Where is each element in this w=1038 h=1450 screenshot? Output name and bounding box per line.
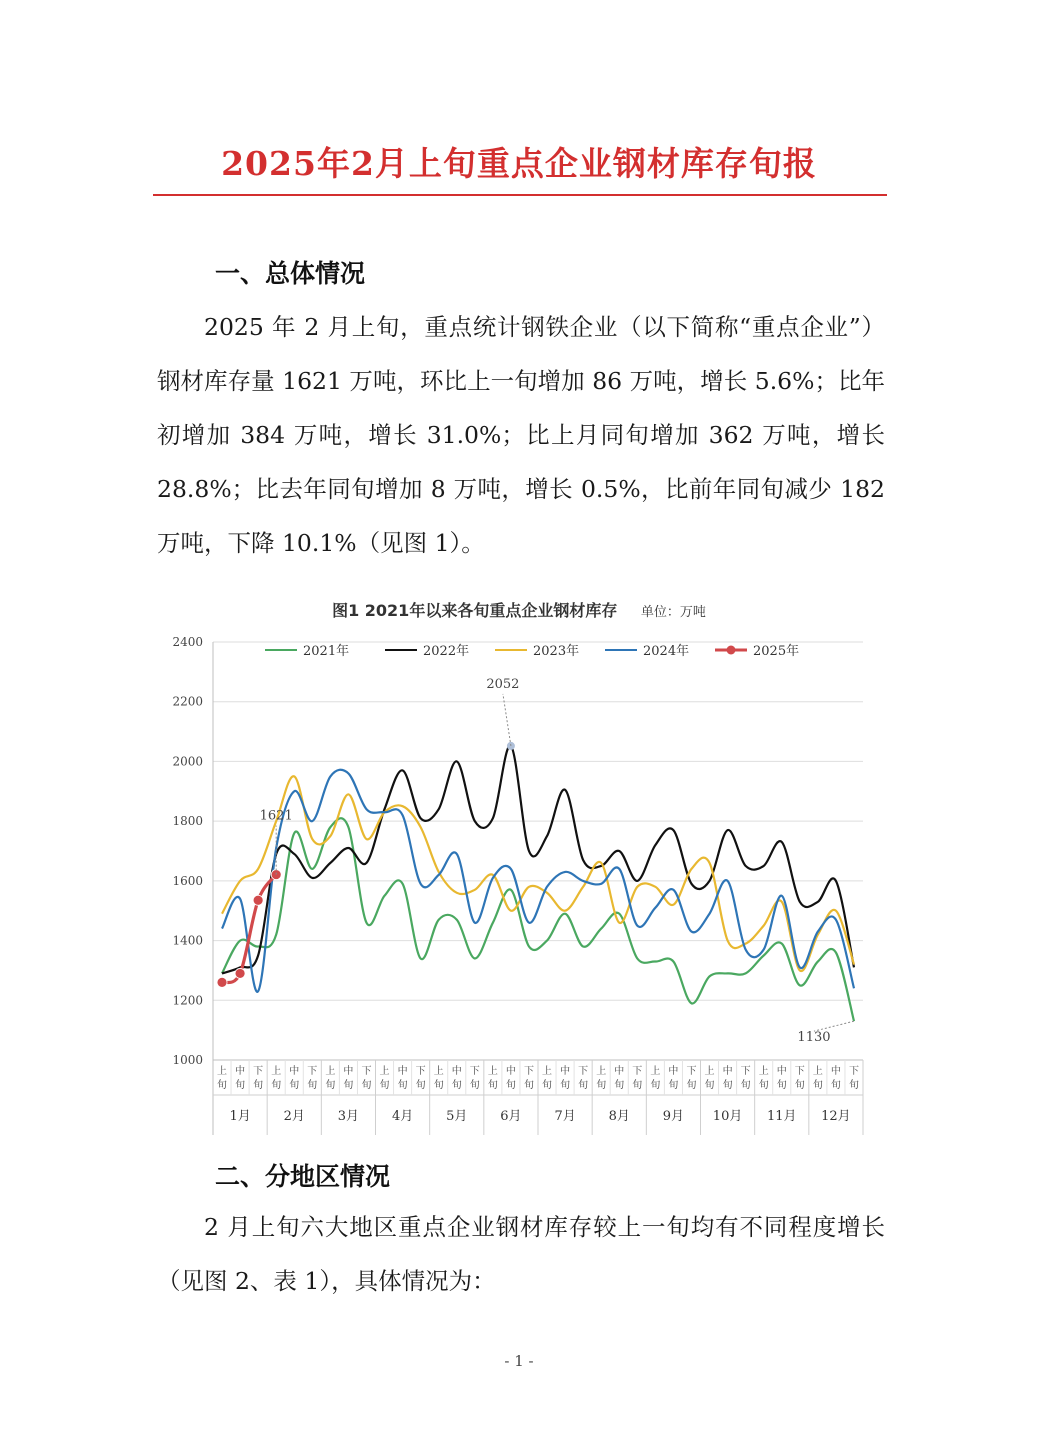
x-tick-label-top: 下: [578, 1066, 589, 1077]
x-tick-label-bottom: 旬: [469, 1080, 480, 1091]
series-layer: [217, 746, 854, 1022]
annotation-layer: [260, 677, 854, 1045]
y-tick-label: 1400: [172, 933, 203, 948]
x-tick-label-top: 上: [487, 1066, 498, 1077]
month-label: 6月: [500, 1109, 522, 1124]
x-tick-label-bottom: 旬: [830, 1080, 841, 1091]
x-tick-label-bottom: 旬: [686, 1080, 697, 1091]
x-tick-label-top: 上: [379, 1066, 390, 1077]
x-tick-label-bottom: 旬: [325, 1080, 336, 1091]
month-label: 12月: [821, 1109, 851, 1124]
x-tick-label-bottom: 旬: [812, 1080, 823, 1091]
x-tick-label-top: 中: [614, 1066, 625, 1077]
x-tick-label-bottom: 旬: [596, 1080, 607, 1091]
x-tick-label-bottom: 旬: [523, 1080, 534, 1091]
x-tick-label-bottom: 旬: [542, 1080, 553, 1091]
x-tick-label-bottom: 旬: [650, 1080, 661, 1091]
y-tick-label: 1600: [172, 873, 203, 888]
y-tick-label: 2400: [172, 635, 203, 649]
x-tick-label-bottom: 旬: [614, 1080, 625, 1091]
y-tick-label: 1000: [172, 1053, 203, 1067]
month-label: 5月: [446, 1109, 468, 1124]
legend-label: 2023年: [533, 644, 580, 659]
x-tick-label-bottom: 旬: [253, 1080, 264, 1091]
x-tick-label-bottom: 旬: [668, 1080, 679, 1091]
month-label: 11月: [766, 1109, 797, 1124]
x-tick-label-top: 中: [235, 1066, 246, 1077]
series-line-2021年: [222, 818, 854, 1021]
series-line-2022年: [222, 746, 854, 974]
y-tick-label: 1200: [172, 993, 203, 1008]
x-tick-label-top: 中: [830, 1066, 841, 1077]
section-2-heading: 二、分地区情况: [215, 1162, 391, 1191]
data-point-2025年: [271, 870, 281, 880]
x-tick-label-bottom: 旬: [217, 1080, 228, 1091]
x-tick-label-bottom: 旬: [704, 1080, 715, 1091]
x-tick-label-bottom: 旬: [289, 1080, 300, 1091]
x-tick-label-top: 下: [415, 1066, 426, 1077]
chart-title-text: 图1 2021年以来各旬重点企业钢材库存: [332, 601, 618, 620]
x-tick-label-top: 上: [325, 1066, 336, 1077]
month-label: 1月: [229, 1109, 251, 1124]
x-tick-label-top: 下: [740, 1066, 751, 1077]
inventory-line-chart: [160, 630, 872, 1142]
month-label: 9月: [662, 1109, 685, 1124]
x-tick-label-bottom: 旬: [361, 1080, 372, 1091]
x-tick-label-top: 下: [686, 1066, 697, 1077]
legend-label: 2024年: [643, 644, 690, 659]
x-tick-label-top: 下: [632, 1066, 643, 1077]
x-tick-label-bottom: 旬: [307, 1080, 318, 1091]
x-tick-label-bottom: 旬: [487, 1080, 498, 1091]
x-tick-label-top: 上: [542, 1066, 553, 1077]
x-tick-label-top: 中: [776, 1066, 787, 1077]
legend-label: 2021年: [303, 644, 350, 659]
title-divider: [153, 194, 887, 196]
month-label: 4月: [391, 1109, 414, 1124]
x-tick-label-top: 下: [361, 1066, 372, 1077]
month-label: 2月: [283, 1109, 305, 1124]
x-tick-label-top: 下: [307, 1066, 318, 1077]
legend-marker: [727, 646, 736, 655]
y-tick-label: 1800: [172, 814, 203, 829]
legend-label: 2022年: [423, 644, 470, 659]
x-tick-label-bottom: 旬: [451, 1080, 462, 1091]
section-1-paragraph: 2025 年 2 月上旬，重点统计钢铁企业（以下简称“重点企业”）钢材库存量 1621 万吨，环比上一旬增加 86 万吨，增长 5.6%；比年初增加 384 万吨，增长 31.0%；比上月同旬增加 362 万吨，增长 28.8%；比去年同旬增加 8 万吨，增长 0.5%，比前年同旬减少 182 万吨，下降 10.1%（见图 1）。: [157, 313, 885, 557]
annotation-label: 1130: [797, 1030, 831, 1046]
x-tick-label-top: 中: [397, 1066, 408, 1077]
x-tick-label-bottom: 旬: [578, 1080, 589, 1091]
chart-title: [150, 598, 888, 621]
legend-label: 2025年: [753, 644, 800, 659]
x-tick-label-top: 中: [668, 1066, 679, 1077]
x-tick-label-bottom: 旬: [848, 1080, 859, 1091]
x-tick-label-top: 上: [217, 1066, 228, 1077]
section-1-heading: 一、总体情况: [215, 259, 366, 288]
x-tick-label-bottom: 旬: [379, 1080, 390, 1091]
x-tick-label-top: 下: [848, 1066, 859, 1077]
x-tick-label-top: 上: [812, 1066, 823, 1077]
x-tick-label-top: 上: [650, 1066, 661, 1077]
x-tick-label-bottom: 旬: [271, 1080, 282, 1091]
page-number: - 1 -: [504, 1352, 534, 1370]
x-tick-label-bottom: 旬: [740, 1080, 751, 1091]
x-tick-label-bottom: 旬: [794, 1080, 805, 1091]
month-label: 8月: [608, 1109, 630, 1124]
x-tick-label-top: 上: [758, 1066, 769, 1077]
x-tick-label-top: 下: [469, 1066, 480, 1077]
annotation-label: 1621: [259, 808, 293, 824]
x-tick-label-top: 中: [451, 1066, 462, 1077]
month-label: 10月: [712, 1109, 743, 1124]
x-tick-label-top: 上: [271, 1066, 282, 1077]
x-tick-label-bottom: 旬: [758, 1080, 769, 1091]
x-tick-label-top: 下: [523, 1066, 534, 1077]
x-tick-label-top: 上: [704, 1066, 715, 1077]
x-tick-label-top: 上: [596, 1066, 607, 1077]
data-point-2025年: [253, 895, 263, 905]
series-line-2023年: [222, 776, 854, 971]
x-tick-label-bottom: 旬: [235, 1080, 246, 1091]
month-label: 7月: [554, 1109, 576, 1124]
data-point-2025年: [217, 977, 227, 987]
legend-layer: [265, 643, 799, 659]
x-tick-label-bottom: 旬: [505, 1080, 516, 1091]
x-tick-label-top: 中: [289, 1066, 300, 1077]
x-tick-label-bottom: 旬: [776, 1080, 787, 1091]
document-title: 2025年2月上旬重点企业钢材库存旬报: [221, 144, 817, 183]
chart-unit-label: 单位：万吨: [640, 605, 706, 620]
x-tick-label-top: 中: [560, 1066, 571, 1077]
x-tick-label-bottom: 旬: [415, 1080, 426, 1091]
x-tick-label-top: 中: [722, 1066, 733, 1077]
x-tick-label-top: 中: [343, 1066, 354, 1077]
section-2-paragraph: 2 月上旬六大地区重点企业钢材库存较上一旬均有不同程度增长（见图 2、表 1），具体情况为：: [157, 1213, 885, 1295]
x-tick-label-bottom: 旬: [397, 1080, 408, 1091]
x-tick-label-top: 下: [794, 1066, 805, 1077]
x-tick-label-top: 中: [505, 1066, 516, 1077]
x-tick-label-bottom: 旬: [560, 1080, 571, 1091]
data-point-2025年: [235, 968, 245, 978]
y-tick-label: 2000: [172, 754, 203, 769]
month-label: 3月: [337, 1109, 360, 1124]
y-tick-label: 2200: [172, 694, 203, 709]
x-tick-label-bottom: 旬: [343, 1080, 354, 1091]
x-tick-label-bottom: 旬: [722, 1080, 733, 1091]
x-tick-label-top: 下: [253, 1066, 264, 1077]
x-tick-label-bottom: 旬: [433, 1080, 444, 1091]
x-tick-label-bottom: 旬: [632, 1080, 643, 1091]
x-tick-label-top: 上: [433, 1066, 444, 1077]
annotation-label: 2052: [486, 676, 520, 692]
